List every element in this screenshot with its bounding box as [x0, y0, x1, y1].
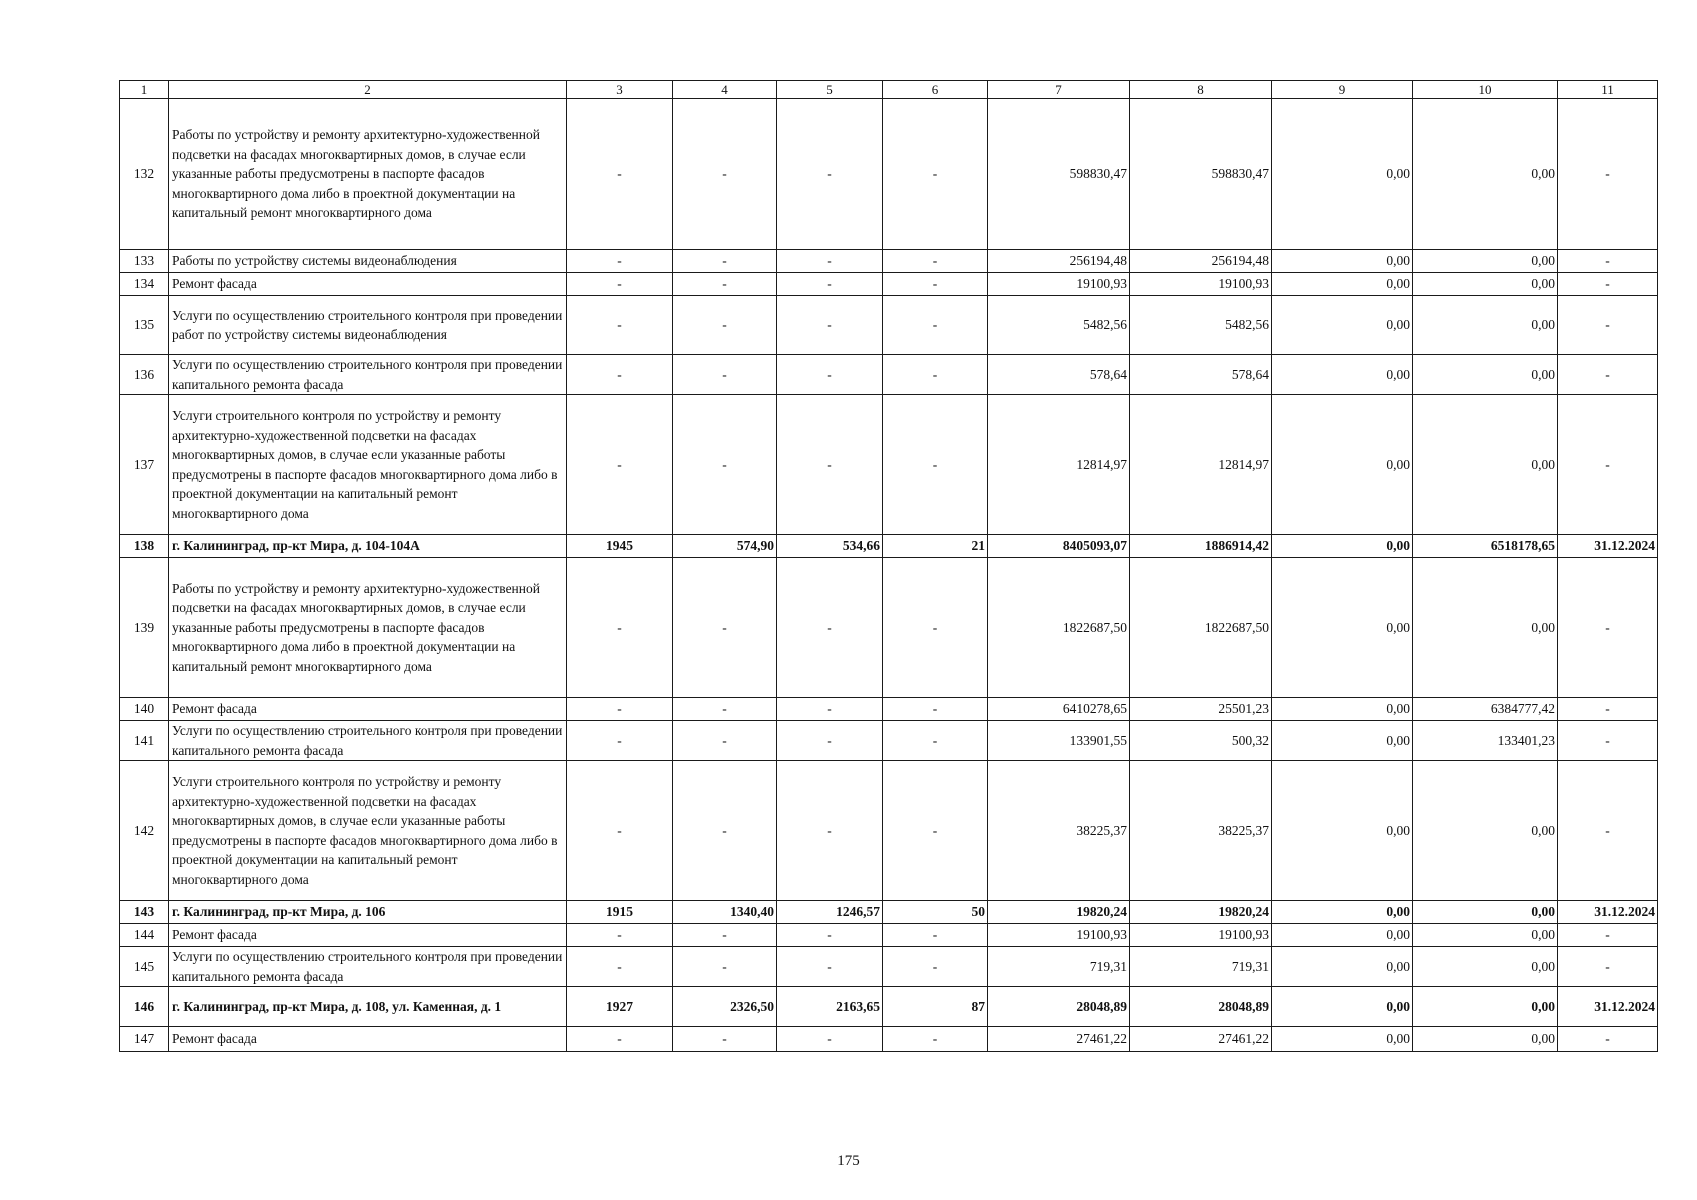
cell-col-10: 0,00	[1413, 355, 1558, 395]
row-number: 143	[120, 901, 169, 924]
table-row	[120, 761, 1658, 901]
row-description: Услуги по осуществлению строительного контроля при проведении капитального ремонта фасада	[169, 721, 567, 761]
cell-col-3: -	[567, 721, 673, 761]
cell-col-5: -	[777, 947, 883, 987]
cell-col-5: -	[777, 698, 883, 721]
cell-col-5: -	[777, 355, 883, 395]
cell-col-10: 0,00	[1413, 987, 1558, 1027]
row-description: г. Калининград, пр-кт Мира, д. 106	[169, 901, 567, 924]
cell-col-5: -	[777, 395, 883, 535]
row-number: 134	[120, 273, 169, 296]
row-description: Ремонт фасада	[169, 273, 567, 296]
cell-col-5: -	[777, 558, 883, 698]
cell-col-4: -	[673, 273, 777, 296]
cell-col-8: 27461,22	[1130, 1027, 1272, 1052]
column-number: 5	[777, 81, 883, 99]
cell-col-8: 25501,23	[1130, 698, 1272, 721]
cell-col-9: 0,00	[1272, 761, 1413, 901]
cell-col-6: -	[883, 296, 988, 355]
cell-col-7: 1822687,50	[988, 558, 1130, 698]
row-number: 133	[120, 250, 169, 273]
cell-col-10: 133401,23	[1413, 721, 1558, 761]
cell-col-7: 6410278,65	[988, 698, 1130, 721]
table-row	[120, 250, 1658, 273]
cell-col-10: 0,00	[1413, 250, 1558, 273]
row-description: Ремонт фасада	[169, 698, 567, 721]
cell-col-10: 0,00	[1413, 901, 1558, 924]
row-number: 144	[120, 924, 169, 947]
cell-col-7: 12814,97	[988, 395, 1130, 535]
cell-col-3: -	[567, 947, 673, 987]
cell-col-11: -	[1558, 250, 1658, 273]
table-row	[120, 1027, 1658, 1052]
cell-col-4: 2326,50	[673, 987, 777, 1027]
cell-col-9: 0,00	[1272, 395, 1413, 535]
cell-col-10: 0,00	[1413, 924, 1558, 947]
cell-col-9: 0,00	[1272, 901, 1413, 924]
row-number: 141	[120, 721, 169, 761]
cell-col-9: 0,00	[1272, 947, 1413, 987]
cell-col-5: 534,66	[777, 535, 883, 558]
cell-col-10: 0,00	[1413, 99, 1558, 250]
cell-col-7: 256194,48	[988, 250, 1130, 273]
row-description: Работы по устройству и ремонту архитектурно-художественной подсветки на фасадах многоквартирных домов, в случае если указанные работы предусмотрены в паспорте фасадов многоквартирного дома либо в проектной документации на капитальный ремонт многоквартирного дома	[169, 558, 567, 698]
cell-col-11: -	[1558, 947, 1658, 987]
cell-col-3: 1945	[567, 535, 673, 558]
table-row	[120, 924, 1658, 947]
cell-col-3: -	[567, 558, 673, 698]
cell-col-10: 0,00	[1413, 1027, 1558, 1052]
cell-col-9: 0,00	[1272, 987, 1413, 1027]
cell-col-11: 31.12.2024	[1558, 901, 1658, 924]
cell-col-6: -	[883, 924, 988, 947]
row-number: 136	[120, 355, 169, 395]
cell-col-6: 21	[883, 535, 988, 558]
cell-col-6: -	[883, 273, 988, 296]
cell-col-6: -	[883, 947, 988, 987]
cell-col-8: 19820,24	[1130, 901, 1272, 924]
cell-col-7: 719,31	[988, 947, 1130, 987]
row-description: Работы по устройству и ремонту архитектурно-художественной подсветки на фасадах многоквартирных домов, в случае если указанные работы предусмотрены в паспорте фасадов многоквартирного дома либо в проектной документации на капитальный ремонт многоквартирного дома	[169, 99, 567, 250]
cell-col-7: 578,64	[988, 355, 1130, 395]
row-description: Услуги строительного контроля по устройству и ремонту архитектурно-художественной подсветки на фасадах многоквартирных домов, в случае если указанные работы предусмотрены в паспорте фасадов многоквартирного дома либо в проектной документации на капитальный ремонт многоквартирного дома	[169, 761, 567, 901]
row-description: г. Калининград, пр-кт Мира, д. 108, ул. Каменная, д. 1	[169, 987, 567, 1027]
cell-col-6: -	[883, 721, 988, 761]
cell-col-9: 0,00	[1272, 1027, 1413, 1052]
table-row	[120, 558, 1658, 698]
row-description: Услуги по осуществлению строительного контроля при проведении работ по устройству системы видеонаблюдения	[169, 296, 567, 355]
cell-col-8: 598830,47	[1130, 99, 1272, 250]
cell-col-4: 1340,40	[673, 901, 777, 924]
row-number: 138	[120, 535, 169, 558]
cell-col-8: 38225,37	[1130, 761, 1272, 901]
column-number: 8	[1130, 81, 1272, 99]
cell-col-8: 578,64	[1130, 355, 1272, 395]
cell-col-8: 719,31	[1130, 947, 1272, 987]
column-number: 7	[988, 81, 1130, 99]
column-number: 11	[1558, 81, 1658, 99]
column-number: 3	[567, 81, 673, 99]
cell-col-7: 19820,24	[988, 901, 1130, 924]
cell-col-11: 31.12.2024	[1558, 535, 1658, 558]
cell-col-7: 5482,56	[988, 296, 1130, 355]
cell-col-6: -	[883, 99, 988, 250]
cell-col-4: -	[673, 721, 777, 761]
cell-col-11: -	[1558, 558, 1658, 698]
table-row	[120, 395, 1658, 535]
cell-col-10: 0,00	[1413, 947, 1558, 987]
cell-col-11: -	[1558, 1027, 1658, 1052]
cell-col-11: -	[1558, 395, 1658, 535]
cell-col-8: 12814,97	[1130, 395, 1272, 535]
cell-col-5: -	[777, 1027, 883, 1052]
cell-col-6: -	[883, 355, 988, 395]
cell-col-5: 1246,57	[777, 901, 883, 924]
table-row	[120, 947, 1658, 987]
cell-col-6: -	[883, 395, 988, 535]
cell-col-4: -	[673, 250, 777, 273]
cell-col-5: -	[777, 273, 883, 296]
cell-col-6: -	[883, 250, 988, 273]
cell-col-3: -	[567, 296, 673, 355]
cell-col-3: -	[567, 395, 673, 535]
cell-col-8: 19100,93	[1130, 273, 1272, 296]
table-row	[120, 901, 1658, 924]
document-sheet	[119, 80, 1657, 1052]
data-table	[119, 80, 1658, 1052]
cell-col-3: -	[567, 698, 673, 721]
row-number: 147	[120, 1027, 169, 1052]
row-description: Услуги по осуществлению строительного контроля при проведении капитального ремонта фасада	[169, 947, 567, 987]
column-number-row	[120, 81, 1658, 99]
column-number: 6	[883, 81, 988, 99]
cell-col-5: -	[777, 296, 883, 355]
cell-col-3: -	[567, 355, 673, 395]
cell-col-3: -	[567, 924, 673, 947]
row-number: 145	[120, 947, 169, 987]
table-row	[120, 535, 1658, 558]
row-description: г. Калининград, пр-кт Мира, д. 104-104А	[169, 535, 567, 558]
cell-col-4: -	[673, 99, 777, 250]
cell-col-5: -	[777, 250, 883, 273]
cell-col-8: 5482,56	[1130, 296, 1272, 355]
cell-col-3: 1915	[567, 901, 673, 924]
cell-col-7: 38225,37	[988, 761, 1130, 901]
table-row	[120, 99, 1658, 250]
cell-col-4: -	[673, 924, 777, 947]
row-number: 142	[120, 761, 169, 901]
cell-col-7: 598830,47	[988, 99, 1130, 250]
column-number: 2	[169, 81, 567, 99]
cell-col-7: 8405093,07	[988, 535, 1130, 558]
cell-col-9: 0,00	[1272, 924, 1413, 947]
cell-col-6: -	[883, 1027, 988, 1052]
row-number: 132	[120, 99, 169, 250]
cell-col-9: 0,00	[1272, 558, 1413, 698]
cell-col-11: -	[1558, 721, 1658, 761]
cell-col-11: -	[1558, 698, 1658, 721]
cell-col-7: 133901,55	[988, 721, 1130, 761]
row-number: 137	[120, 395, 169, 535]
cell-col-4: -	[673, 698, 777, 721]
cell-col-6: 87	[883, 987, 988, 1027]
cell-col-11: -	[1558, 99, 1658, 250]
cell-col-9: 0,00	[1272, 99, 1413, 250]
cell-col-4: 574,90	[673, 535, 777, 558]
row-number: 139	[120, 558, 169, 698]
cell-col-5: -	[777, 99, 883, 250]
cell-col-4: -	[673, 1027, 777, 1052]
cell-col-8: 19100,93	[1130, 924, 1272, 947]
cell-col-11: -	[1558, 761, 1658, 901]
table-row	[120, 296, 1658, 355]
cell-col-10: 6518178,65	[1413, 535, 1558, 558]
row-description: Ремонт фасада	[169, 924, 567, 947]
cell-col-11: 31.12.2024	[1558, 987, 1658, 1027]
table-row	[120, 698, 1658, 721]
row-description: Работы по устройству системы видеонаблюдения	[169, 250, 567, 273]
cell-col-6: -	[883, 558, 988, 698]
cell-col-4: -	[673, 296, 777, 355]
cell-col-9: 0,00	[1272, 535, 1413, 558]
cell-col-10: 0,00	[1413, 761, 1558, 901]
cell-col-9: 0,00	[1272, 698, 1413, 721]
cell-col-9: 0,00	[1272, 250, 1413, 273]
cell-col-4: -	[673, 947, 777, 987]
cell-col-3: 1927	[567, 987, 673, 1027]
column-number: 4	[673, 81, 777, 99]
row-number: 146	[120, 987, 169, 1027]
cell-col-10: 0,00	[1413, 395, 1558, 535]
cell-col-10: 6384777,42	[1413, 698, 1558, 721]
column-number: 10	[1413, 81, 1558, 99]
cell-col-8: 1822687,50	[1130, 558, 1272, 698]
cell-col-3: -	[567, 273, 673, 296]
cell-col-7: 19100,93	[988, 924, 1130, 947]
cell-col-8: 1886914,42	[1130, 535, 1272, 558]
column-number: 1	[120, 81, 169, 99]
cell-col-9: 0,00	[1272, 296, 1413, 355]
cell-col-4: -	[673, 395, 777, 535]
cell-col-11: -	[1558, 273, 1658, 296]
row-description: Ремонт фасада	[169, 1027, 567, 1052]
cell-col-10: 0,00	[1413, 296, 1558, 355]
cell-col-7: 19100,93	[988, 273, 1130, 296]
cell-col-6: 50	[883, 901, 988, 924]
cell-col-6: -	[883, 761, 988, 901]
cell-col-6: -	[883, 698, 988, 721]
cell-col-9: 0,00	[1272, 355, 1413, 395]
cell-col-5: -	[777, 924, 883, 947]
cell-col-7: 27461,22	[988, 1027, 1130, 1052]
cell-col-5: -	[777, 761, 883, 901]
cell-col-4: -	[673, 558, 777, 698]
row-description: Услуги строительного контроля по устройству и ремонту архитектурно-художественной подсветки на фасадах многоквартирных домов, в случае если указанные работы предусмотрены в паспорте фасадов многоквартирного дома либо в проектной документации на капитальный ремонт многоквартирного дома	[169, 395, 567, 535]
row-number: 140	[120, 698, 169, 721]
cell-col-11: -	[1558, 296, 1658, 355]
cell-col-3: -	[567, 250, 673, 273]
row-description: Услуги по осуществлению строительного контроля при проведении капитального ремонта фасада	[169, 355, 567, 395]
row-number: 135	[120, 296, 169, 355]
cell-col-8: 256194,48	[1130, 250, 1272, 273]
cell-col-11: -	[1558, 355, 1658, 395]
cell-col-8: 500,32	[1130, 721, 1272, 761]
cell-col-3: -	[567, 99, 673, 250]
cell-col-3: -	[567, 1027, 673, 1052]
page-number: 175	[837, 1153, 860, 1169]
cell-col-10: 0,00	[1413, 558, 1558, 698]
cell-col-4: -	[673, 355, 777, 395]
column-number: 9	[1272, 81, 1413, 99]
table-row	[120, 987, 1658, 1027]
cell-col-5: 2163,65	[777, 987, 883, 1027]
cell-col-8: 28048,89	[1130, 987, 1272, 1027]
cell-col-9: 0,00	[1272, 273, 1413, 296]
cell-col-9: 0,00	[1272, 721, 1413, 761]
cell-col-11: -	[1558, 924, 1658, 947]
cell-col-5: -	[777, 721, 883, 761]
cell-col-4: -	[673, 761, 777, 901]
table-row	[120, 721, 1658, 761]
table-row	[120, 273, 1658, 296]
cell-col-7: 28048,89	[988, 987, 1130, 1027]
cell-col-3: -	[567, 761, 673, 901]
table-row	[120, 355, 1658, 395]
cell-col-10: 0,00	[1413, 273, 1558, 296]
